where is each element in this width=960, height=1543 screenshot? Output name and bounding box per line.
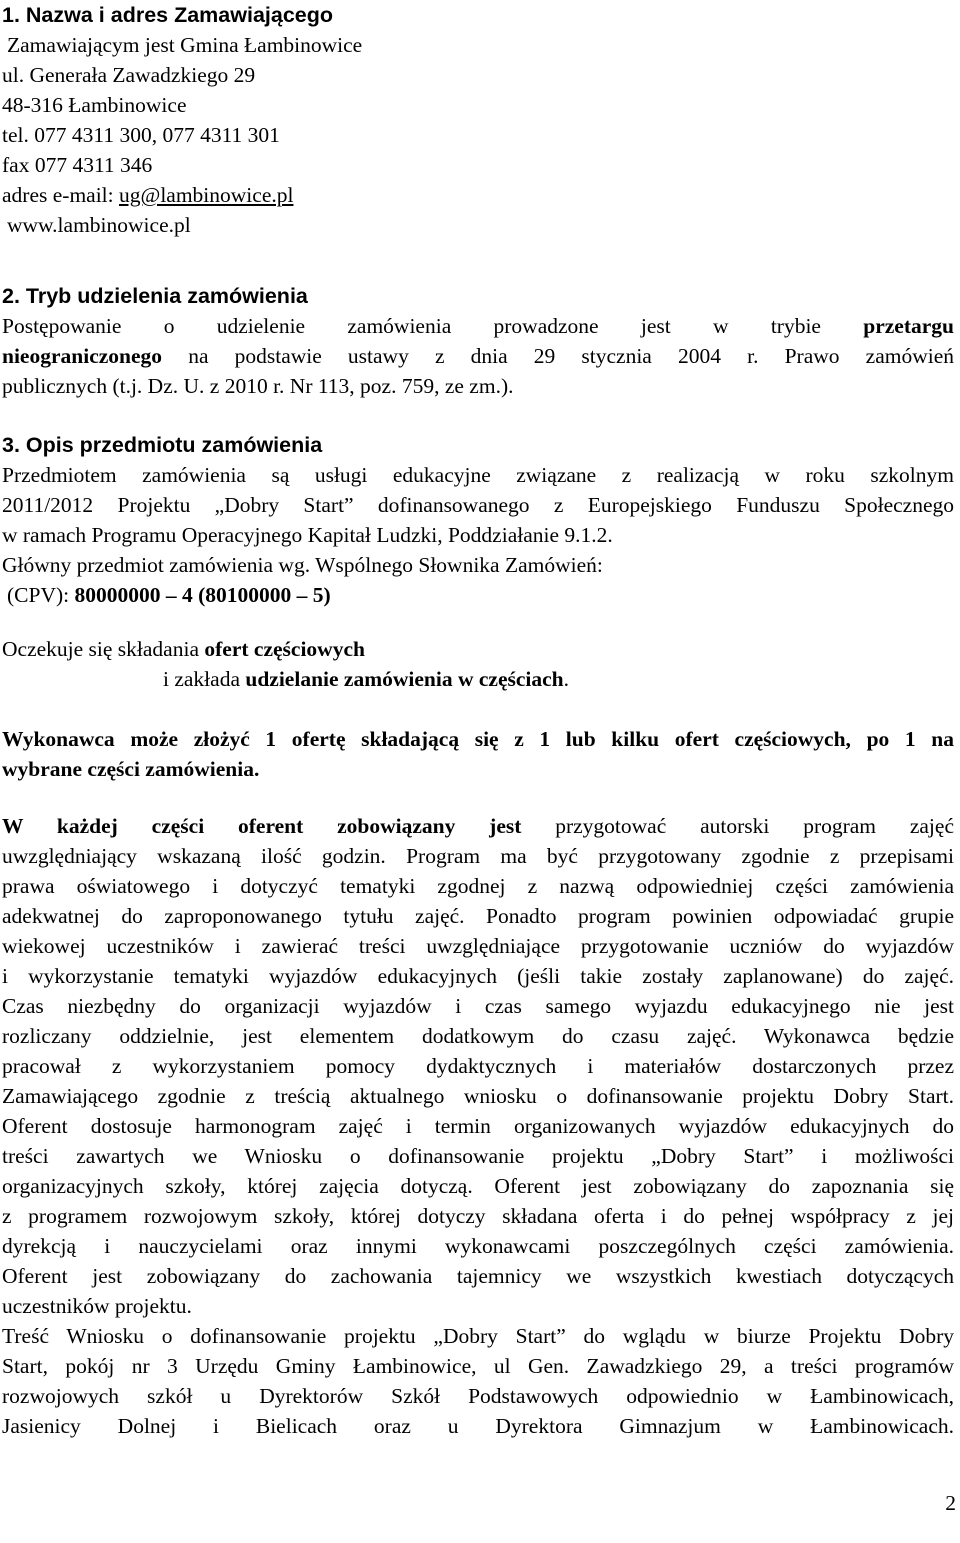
cpv-line [2, 580, 954, 610]
section-procedure-type [2, 281, 954, 401]
body-line: adekwatnej do zaproponowanego tytułu zajęć. Ponadto program powinien odpowiadać grupie [2, 904, 954, 928]
body-line-last: uczestników projektu. [2, 1294, 192, 1318]
authority-email-line [2, 180, 954, 210]
section-heading-1: 1. Nazwa i adres Zamawiającego [2, 3, 334, 27]
body-line: pracował z wykorzystaniem pomocy dydaktycznych i materiałów dostarczonych przez [2, 1054, 954, 1078]
body-line: prawa oświatowego i dotyczyć tematyki zgodnej z nazwą odpowiedniej części zamówienia [2, 874, 954, 898]
award-in-parts-line [2, 664, 954, 694]
body2-line: Treść Wniosku o dofinansowanie projektu „Dobry Start” do wglądu w biurze Projektu Dobry [2, 1324, 954, 1348]
intro-line: 2011/2012 Projektu „Dobry Start” dofinansowanego z Europejskiego Funduszu Społecznego [2, 493, 954, 517]
body2-line: Jasienicy Dolnej i Bielicach oraz u Dyrektora Gimnazjum w Łambinowicach. [2, 1414, 954, 1438]
authority-fax: fax 077 4311 346 [2, 153, 153, 177]
contractor-offer-rule [2, 724, 954, 784]
body-line: organizacyjnych szkoły, której zajęcia dotyczą. Oferent jest zobowiązany do zapoznania się [2, 1174, 954, 1198]
procedure-line-1 [2, 311, 954, 341]
section-subject-description [2, 430, 954, 610]
intro-line: w ramach Programu Operacyjnego Kapitał Ludzki, Poddziałanie 9.1.2. [2, 523, 613, 547]
procedure-line-2 [2, 341, 954, 371]
body-line: z programem rozwojowym szkoły, której dotyczy składana oferta i do pełnej współpracy z jej [2, 1204, 954, 1228]
body-line: Oferent dostosuje harmonogram zajęć i termin organizowanych wyjazdów edukacyjnych do [2, 1114, 954, 1138]
award-bold: udzielanie zamówienia w częściach [245, 667, 564, 691]
intro-line: Główny przedmiot zamówienia wg. Wspólnego Słownika Zamówień: [2, 553, 603, 577]
website-link[interactable]: www.lambinowice.pl [7, 213, 191, 237]
body-line: uwzględniający wskazaną ilość godzin. Program ma być przygotowany zgodnie z przepisami [2, 844, 954, 868]
body-line: dyrekcją i nauczycielami oraz innymi wykonawcami poszczególnych części zamówienia. [2, 1234, 954, 1258]
procedure-text: Postępowanie o udzielenie zamówienia prowadzone jest w trybie [2, 314, 821, 338]
contractor-rule-line: Wykonawca może złożyć 1 ofertę składającą się z 1 lub kilku ofert częściowych, po 1 na [2, 727, 954, 751]
body-line: Zamawiającego zgodnie z treścią aktualnego wniosku o dofinansowanie projektu Dobry Start. [2, 1084, 954, 1108]
section-contracting-authority [2, 0, 954, 240]
body-line: Czas niezbędny do organizacji wyjazdów i czas samego wyjazdu edukacyjnego nie jest [2, 994, 954, 1018]
body2-line: Start, pokój nr 3 Urzędu Gminy Łambinowice, ul Gen. Zawadzkiego 29, a treści programów [2, 1354, 954, 1378]
cpv-code: 80000000 – 4 (80100000 – 5) [74, 583, 331, 607]
page-number: 2 [945, 1491, 956, 1515]
procedure-text-2: na podstawie ustawy z dnia 29 stycznia 2004 r. Prawo zamówień [188, 344, 955, 368]
contractor-rule-line: wybrane części zamówienia. [2, 757, 260, 781]
procedure-line-3: publicznych (t.j. Dz. U. z 2010 r. Nr 113, poz. 759, ze zm.). [2, 374, 514, 398]
body2-line: rozwojowych szkół u Dyrektorów Szkół Podstawowych odpowiednio w Łambinowicach, [2, 1384, 954, 1408]
email-link[interactable]: ug@lambinowice.pl [119, 183, 294, 207]
partial-offers-bold: ofert częściowych [204, 637, 365, 661]
body-line: i wykorzystanie tematyki wyjazdów edukacyjnych (jeśli takie zostały zaplanowane) do zajęć. [2, 964, 954, 988]
requirements-text: przygotować autorski program zajęć [555, 814, 954, 838]
requirements-first-line [2, 811, 954, 841]
partial-offers-block [2, 634, 954, 694]
authority-postcode: 48-316 Łambinowice [2, 93, 187, 117]
cpv-label: (CPV): [7, 583, 75, 607]
award-end: . [563, 667, 570, 691]
program-requirements [2, 811, 954, 1441]
requirements-bold: W każdej części oferent zobowiązany jest [2, 814, 522, 838]
procedure-bold-2: nieograniczonego [2, 344, 163, 368]
authority-name: Zamawiającym jest Gmina Łambinowice [7, 33, 363, 57]
partial-offers-text: Oczekuje się składania [2, 637, 205, 661]
body-line: wiekowej uczestników i zawierać treści uwzględniające przygotowanie uczniów do wyjazdów [2, 934, 954, 958]
section-heading-2: 2. Tryb udzielenia zamówienia [2, 284, 308, 308]
body-line: rozliczany oddzielnie, jest elementem dodatkowym do czasu zajęć. Wykonawca będzie [2, 1024, 954, 1048]
body-line: Oferent jest zobowiązany do zachowania tajemnicy we wszystkich kwestiach dotyczących [2, 1264, 954, 1288]
authority-street: ul. Generała Zawadzkiego 29 [2, 63, 256, 87]
partial-offers-line [2, 634, 954, 664]
body-line: treści zawartych we Wniosku o dofinansowanie projektu „Dobry Start” i możliwości [2, 1144, 954, 1168]
intro-line: Przedmiotem zamówienia są usługi edukacyjne związane z realizacją w roku szkolnym [2, 463, 954, 487]
procedure-bold: przetargu [863, 314, 955, 338]
email-label: adres e-mail: [2, 183, 120, 207]
section-heading-3: 3. Opis przedmiotu zamówienia [2, 433, 323, 457]
award-text: i zakłada [163, 667, 246, 691]
authority-phone: tel. 077 4311 300, 077 4311 301 [2, 123, 280, 147]
